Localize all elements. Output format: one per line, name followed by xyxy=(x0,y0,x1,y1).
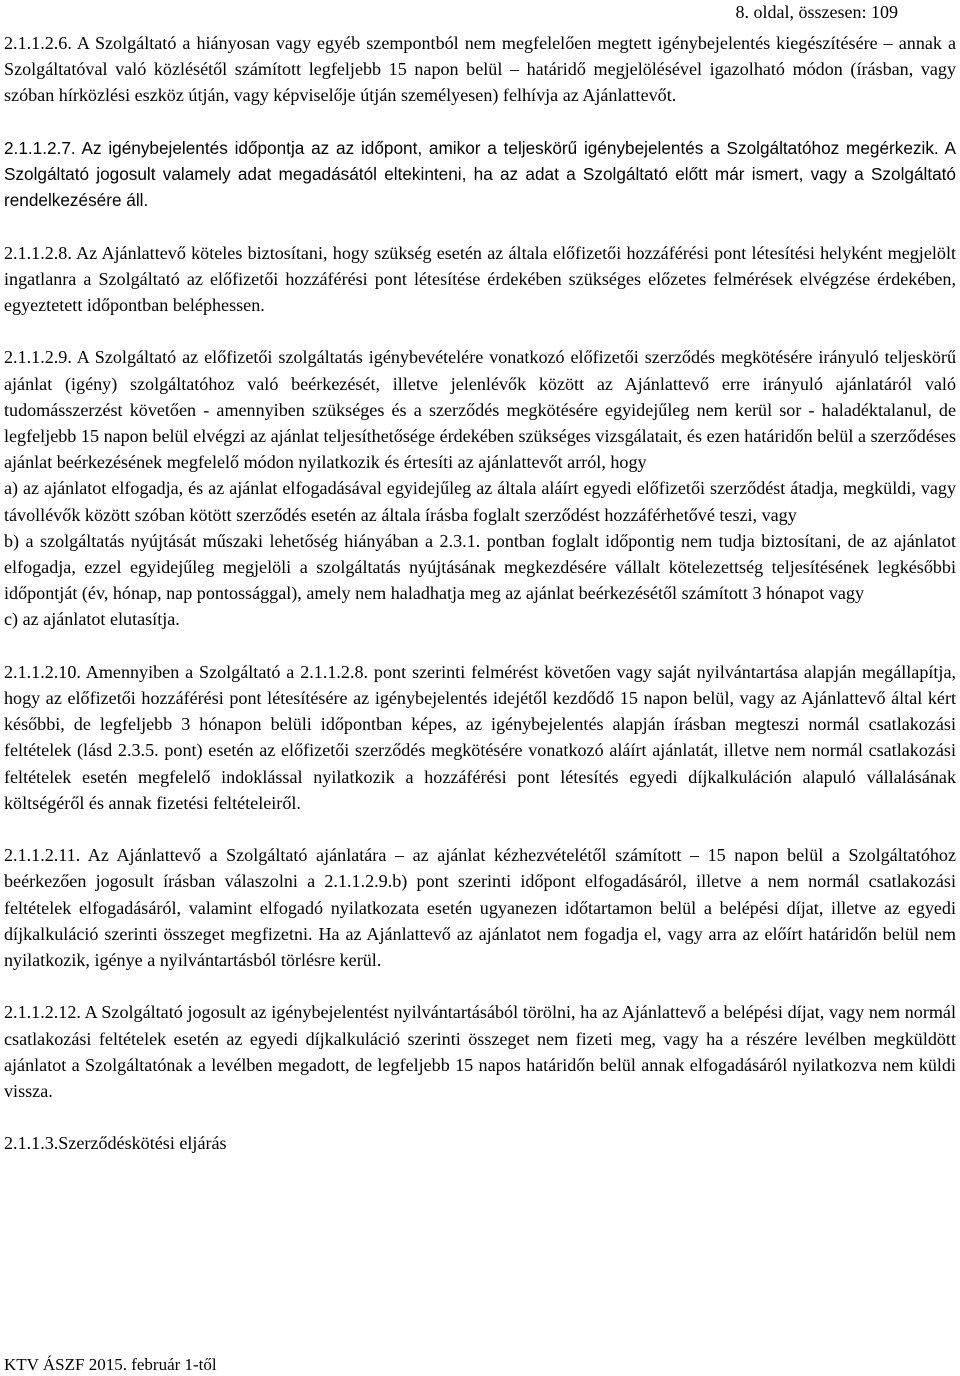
page-footer: KTV ÁSZF 2015. február 1-től xyxy=(4,1355,217,1374)
option-b: b) a szolgáltatás nyújtását műszaki lehetőség hiányában a 2.3.1. pontban foglalt időpontig nem tudja biztosítani, de az ajánlatot elfogadja, ezzel egyidejűleg megjelöli a szolgáltatás nyújtásának megkezdésére vállalt kötelezettség teljesítésének legkésőbbi időpontját (év, hónap, nap pontossággal), amely nem haladhatja meg az ajánlat beérkezésétől számított 3 hónapot vagy xyxy=(4,530,956,604)
option-c: c) az ajánlatot elutasítja. xyxy=(4,609,180,630)
option-a: a) az ajánlatot elfogadja, és az ajánlat elfogadásával egyidejűleg az általa aláírt egyedi előfizetői szerződést átadja, megküldi, vagy távollévők között szóban kötött szerződés esetén az általa írásba foglalt szerződést hozzáférhetővé teszi, vagy xyxy=(4,478,956,525)
paragraph-2-1-1-2-12: 2.1.1.2.12. A Szolgáltató jogosult az igénybejelentést nyilvántartásából törölni, ha az Ajánlattevő a belépési díjat, vagy nem normál csatlakozási feltételek esetén az egyedi díjkalkuláció szerinti összeget nem fizeti meg, vagy ha a részére levélben megküldött ajánlatot a Szolgáltatónak a levélben megadott, de legfeljebb 15 napos határidőn belül annak elfogadásáról nyilatkozva nem küldi vissza. xyxy=(4,1002,956,1102)
paragraph-2-1-1-2-11: 2.1.1.2.11. Az Ajánlattevő a Szolgáltató ajánlatára – az ajánlat kézhezvételétől számított – 15 napon belül a Szolgáltatóhoz beérkezően jogosult írásban válaszolni a 2.1.1.2.9.b) pont szerinti időpont elfogadásáról, illetve a nem normál csatlakozási feltételek elfogadásáról, valamint elfogadó nyilatkozata esetén ugyanezen időtartamon belül a belépési díjat, illetve az egyedi díjkalkuláció szerinti összeget megfizetni. Ha az Ajánlattevő az ajánlatot nem fogadja el, vagy arra az előírt határidőn belül nem nyilatkozik, igénye a nyilvántartásból törlésre kerül. xyxy=(4,845,956,971)
paragraph-2-1-1-2-6: 2.1.1.2.6. A Szolgáltató a hiányosan vagy egyéb szempontból nem megfelelően megtett igénybejelentés kiegészítésére – annak a Szolgáltatóval való közlésétől számított legfeljebb 15 napon belül – határidő megjelölésével igazolható módon (írásban, vagy szóban hírközlési eszköz útján, vagy képviselője útján személyesen) felhívja az Ajánlattevőt. xyxy=(4,33,956,106)
paragraph-2-1-1-2-7: 2.1.1.2.7. Az igénybejelentés időpontja az az időpont, amikor a teljeskörű igénybejelentés a Szolgáltatóhoz megérkezik. A Szolgáltató jogosult valamely adat megadásától eltekinteni, ha az adat a Szolgáltató előtt már ismert, vagy a Szolgáltató rendelkezésére áll. xyxy=(4,137,956,211)
paragraph-2-1-1-2-9-main: 2.1.1.2.9. A Szolgáltató az előfizetői szolgáltatás igénybevételére vonatkozó előfizetői szerződés megkötésére irányuló teljeskörű ajánlat (igény) szolgáltatóhoz való beérkezését, illetve jelenlévők között az Ajánlattevő erre irányuló ajánlatáról való tudomásszerzést követően - amennyiben szükséges és a szerződés megkötésére egyidejűleg nem kerül sor - haladéktalanul, de legfeljebb 15 napon belül elvégzi az ajánlat teljesíthetősége érdekében szükséges vizsgálatait, és ezen határidőn belül a szerződéses ajánlat beérkezésének megfelelő módon nyilatkozik és értesíti az ajánlattevőt arról, hogy xyxy=(4,347,956,473)
section-heading-2-1-1-3: 2.1.1.3.Szerződéskötési eljárás xyxy=(4,1133,227,1154)
page-number-header: 8. oldal, összesen: 109 xyxy=(735,2,898,22)
document-body xyxy=(4,30,956,1157)
paragraph-2-1-1-2-10: 2.1.1.2.10. Amennyiben a Szolgáltató a 2.1.1.2.8. pont szerinti felmérést követően vagy saját nyilvántartása alapján megállapítja, hogy az előfizetői hozzáférési pont létesítésére az igénybejelentés idejétől kezdődő 15 napon belül, vagy az Ajánlattevő által kért későbbi, de legfeljebb 3 hónapon belüli időpontban képes, az igénybejelentés alapján írásban megteszi normál csatlakozási feltételek (lásd 2.3.5. pont) esetén az előfizetői szerződés megkötésére vonatkozó aláírt ajánlatát, illetve nem normál csatlakozási feltételek esetén megfelelő indoklással nyilatkozik a hozzáférési pont létesítés egyedi díjkalkuláción alapuló vállalásának költségéről és annak fizetési feltételeiről. xyxy=(4,661,956,813)
paragraph-2-1-1-2-8: 2.1.1.2.8. Az Ajánlattevő köteles biztosítani, hogy szükség esetén az általa előfizetői hozzáférési pont létesítési helyként megjelölt ingatlanra a Szolgáltató az előfizetői hozzáférési pont létesítése érdekében szükséges előzetes felmérések elvégzése érdekében, egyeztetett időpontban beléphessen. xyxy=(4,242,956,315)
paragraph-2-1-1-2-9 xyxy=(4,344,956,632)
